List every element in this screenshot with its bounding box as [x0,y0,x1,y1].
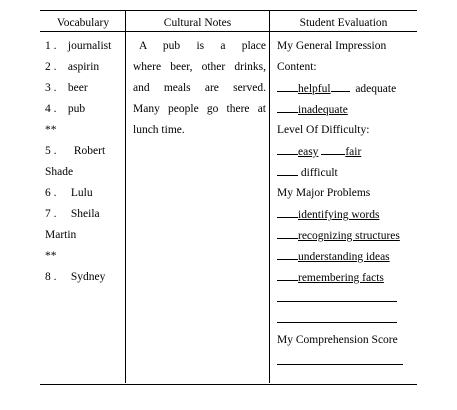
header-vocabulary: Vocabulary [56,17,110,29]
header-student-evaluation: Student Evaluation [299,17,388,29]
difficult-blank[interactable] [277,163,298,176]
vocab-word: pub [67,103,86,115]
vocab-number: 4 . [45,103,57,115]
notes-line: where beer, other drinks, [133,61,266,73]
vocab-separator [45,247,123,268]
vocab-continuation [45,226,123,247]
vocab-number: 3 . [45,82,57,94]
identifying-words-option: identifying words [298,209,380,221]
vocab-separator [45,121,123,142]
notes-line: Many people go there at [133,103,266,115]
problem-row [277,247,415,268]
vocab-continuation [45,163,123,184]
vocab-word: journalist [67,40,112,52]
notes-line: lunch time. [133,124,185,136]
vocab-item [45,268,123,289]
content-label: Content: [277,61,317,73]
vocab-number: 6 . [45,187,57,199]
fair-blank[interactable] [321,142,345,155]
vocab-number: 2 . [45,61,57,73]
difficulty-label: Level Of Difficulty: [277,124,370,136]
header-cultural-notes: Cultural Notes [163,17,232,29]
vocab-number: 5 . [45,145,57,157]
vocab-item [45,58,123,79]
understanding-ideas-option: understanding ideas [298,251,390,263]
recognizing-structures-option: recognizing structures [298,230,400,242]
cultural-notes-text [133,37,266,142]
vocab-item [45,205,123,226]
comprehension-score-line[interactable] [277,352,415,373]
vocab-word: Sheila [70,208,100,220]
difficult-option: difficult [300,167,338,179]
vocab-item [45,184,123,205]
vocab-word: Sydney [70,271,106,283]
inadequate-blank[interactable] [277,100,298,113]
other-problem-line-2[interactable] [277,310,415,331]
difficult-row [277,163,415,184]
general-impression-heading: My General Impression [277,40,387,52]
problem-row [277,205,415,226]
inadequate-row [277,100,415,121]
remembering-facts-blank[interactable] [277,268,298,281]
other-problem-line-1[interactable] [277,289,415,310]
problem-row [277,226,415,247]
header-divider [40,31,417,32]
adequate-option: adequate [355,83,397,95]
vocab-word: ** [45,124,57,136]
easy-option: easy [298,146,319,158]
fair-option: fair [345,146,362,158]
vocab-word: Shade [45,166,74,178]
comprehension-score-heading: My Comprehension Score [277,334,398,346]
column-divider-1 [125,10,126,383]
difficulty-options-row [277,142,415,163]
major-problems-heading: My Major Problems [277,187,371,199]
easy-blank[interactable] [277,142,298,155]
vocab-word: aspirin [67,61,100,73]
recognizing-structures-blank[interactable] [277,226,298,239]
notes-line: A pub is a place [139,40,266,52]
vocab-word: Robert [73,145,106,157]
vocab-number: 7 . [45,208,57,220]
vocab-number: 1 . [45,40,57,52]
inadequate-option: inadequate [298,104,348,116]
vocab-word: ** [45,250,57,262]
content-options-row [277,79,415,100]
notes-line: and meals are served. [133,82,266,94]
vocab-item [45,142,123,163]
vocab-item [45,100,123,121]
helpful-option: helpful [298,83,331,95]
adequate-blank[interactable] [331,79,350,92]
vocabulary-list [45,37,123,289]
helpful-blank[interactable] [277,79,298,92]
vocab-word: beer [67,82,88,94]
vocab-number: 8 . [45,271,57,283]
vocab-item [45,79,123,100]
vocab-word: Lulu [70,187,93,199]
problem-row [277,268,415,289]
understanding-ideas-blank[interactable] [277,247,298,260]
vocab-item [45,37,123,58]
student-evaluation-form [277,37,415,373]
remembering-facts-option: remembering facts [298,272,384,284]
column-divider-2 [269,10,270,383]
identifying-words-blank[interactable] [277,205,298,218]
vocab-word: Martin [45,229,77,241]
